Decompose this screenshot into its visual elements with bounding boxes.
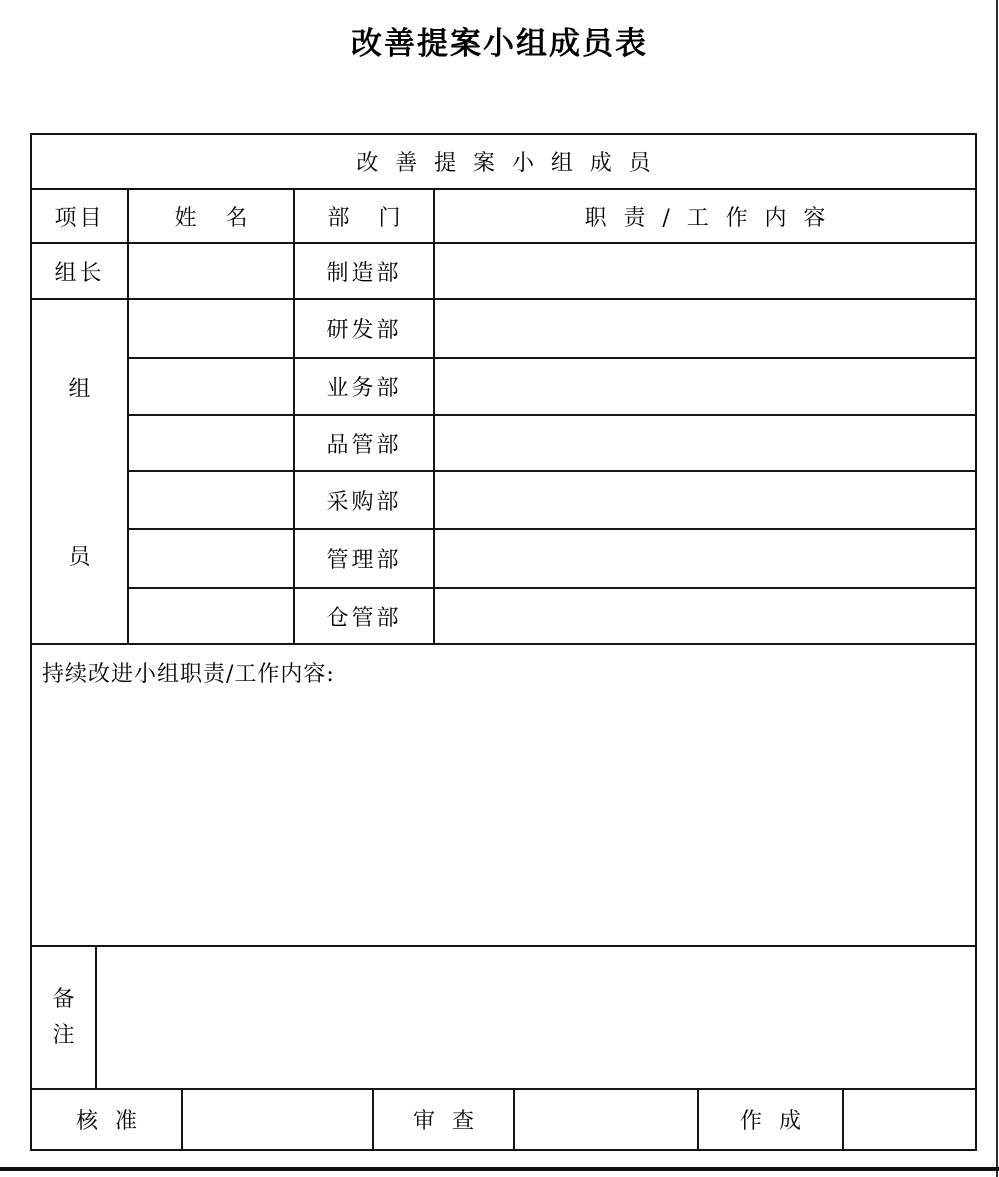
signature-row: [31, 1089, 976, 1150]
remarks-content-cell: [96, 946, 976, 1089]
member-row: [31, 588, 976, 644]
member-department-cell: 品管部: [294, 415, 434, 471]
member-department-cell: 业务部: [294, 358, 434, 415]
member-name-cell: [128, 358, 294, 415]
prepare-label: 作 成: [698, 1089, 843, 1150]
column-header-item: 项目: [31, 189, 128, 243]
members-table: [30, 133, 977, 1151]
member-department-cell: 仓管部: [294, 588, 434, 644]
member-name-cell: [128, 299, 294, 358]
member-duty-cell: [434, 588, 976, 644]
leader-name-cell: [128, 243, 294, 299]
column-header-duty: 职 责 / 工 作 内 容: [434, 189, 976, 243]
member-name-cell: [128, 529, 294, 588]
table-header-row: [31, 134, 976, 189]
member-name-cell: [128, 588, 294, 644]
member-role-cell: [31, 299, 128, 644]
remarks-row: [31, 946, 976, 1089]
member-role-char-top: 组: [68, 377, 91, 403]
member-row: [31, 299, 976, 358]
leader-role-label: 组长: [31, 243, 128, 299]
column-header-department: 部 门: [294, 189, 434, 243]
member-row: [31, 358, 976, 415]
leader-row: [31, 243, 976, 299]
member-duty-cell: [434, 415, 976, 471]
duties-section-cell: [31, 644, 976, 946]
remarks-label: 备注: [52, 987, 75, 1048]
duties-section-label: 持续改进小组职责/工作内容:: [42, 662, 335, 687]
member-department-cell: 研发部: [294, 299, 434, 358]
member-role-stack: [32, 304, 127, 639]
review-label: 审 查: [373, 1089, 514, 1150]
approve-value-cell: [182, 1089, 373, 1150]
table-header-title: 改 善 提 案 小 组 成 员: [31, 134, 976, 189]
leader-department-cell: 制造部: [294, 243, 434, 299]
member-row: [31, 415, 976, 471]
member-role-char-bottom: 员: [68, 544, 91, 570]
page-edge-bottom-line: [0, 1167, 999, 1171]
column-header-name: 姓 名: [128, 189, 294, 243]
prepare-value-cell: [843, 1089, 976, 1150]
member-name-cell: [128, 471, 294, 529]
member-duty-cell: [434, 358, 976, 415]
page-edge-right-line: [996, 0, 998, 1177]
member-department-cell: 管理部: [294, 529, 434, 588]
member-department-cell: 采购部: [294, 471, 434, 529]
member-row: [31, 471, 976, 529]
remarks-label-cell: [31, 946, 96, 1089]
approve-label: 核 准: [31, 1089, 182, 1150]
member-duty-cell: [434, 529, 976, 588]
member-duty-cell: [434, 299, 976, 358]
member-name-cell: [128, 415, 294, 471]
review-value-cell: [514, 1089, 698, 1150]
member-row: [31, 529, 976, 588]
duties-section-row: [31, 644, 976, 946]
member-duty-cell: [434, 471, 976, 529]
leader-duty-cell: [434, 243, 976, 299]
column-header-row: [31, 189, 976, 243]
page-title: 改善提案小组成员表: [351, 26, 648, 62]
